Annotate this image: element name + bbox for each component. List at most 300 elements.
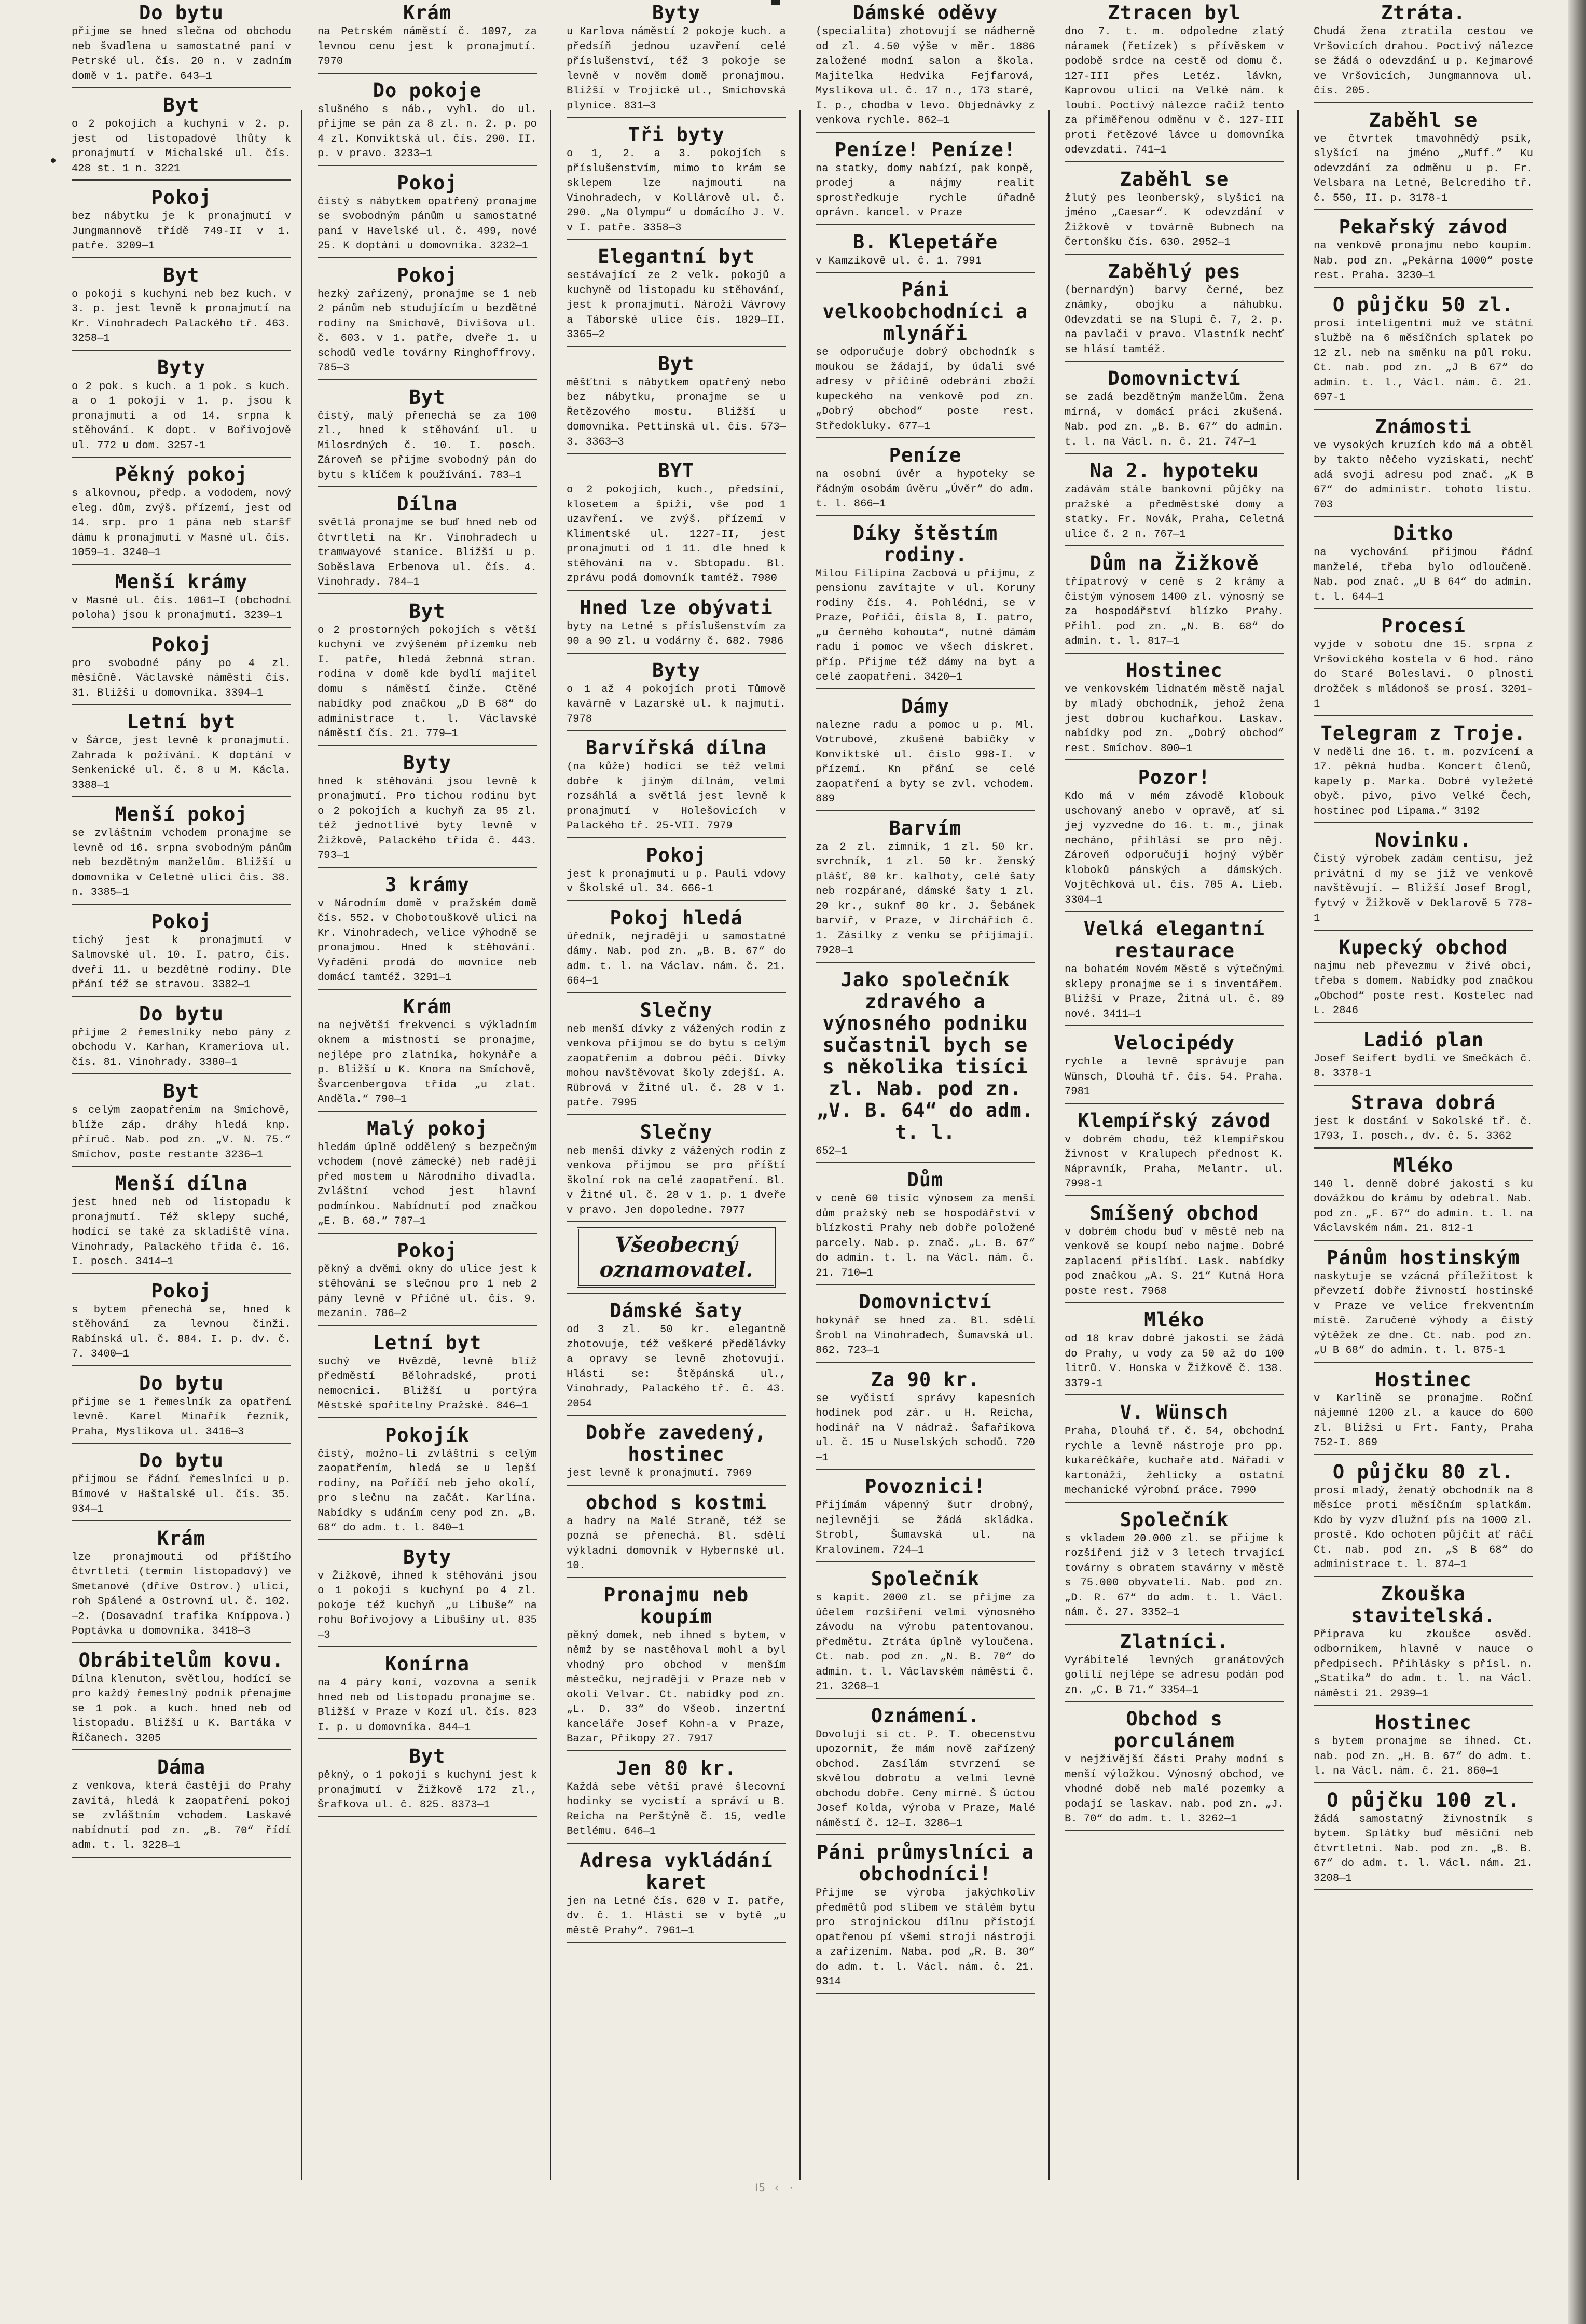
ad-heading: Obrábitelům kovu.: [78, 1649, 284, 1671]
classified-ad: [318, 994, 537, 1112]
ad-separator: [72, 350, 291, 351]
ad-body: úředník, nejraději u samostatné dámy. Nab. pod zn. „B. B. 67“ do adm. t. l. na Václav. nám. č. 21. 664—1: [567, 931, 786, 987]
ad-column-5: [1065, 0, 1284, 2070]
ad-column-2: [318, 0, 537, 2070]
ad-separator: [1314, 1240, 1533, 1241]
ad-body: Praha, Dlouhá tř. č. 54, obchodní rychle a levně nástroje pro pp. kukaréčkáře, kuchaře atd. Nářadí v kartonáži, žehlicky a ostatní mechanické výrobní práce. 7990: [1065, 1426, 1284, 1497]
ad-heading: Ztracen byl: [1108, 2, 1241, 24]
ad-separator: [72, 457, 291, 458]
classified-ad: [72, 262, 291, 351]
ad-body: se odporučuje dobrý obchodník s moukou se žádají, by údali své adresy v příčině odebrání zboží kupeckého na venkově pod zn. „Dobrý obchod“ poste rest. Středokluky. 677—1: [816, 347, 1035, 433]
ad-heading: Byty: [652, 659, 701, 682]
ad-body: v Šárce, jest levně k pronajmutí. Zahrada k požívání. K doptání v Senkenické ul. č. 8 u M. Kácla. 3388—1: [72, 735, 291, 792]
ad-body: v Žižkově, ihned k stěhování jsou o 1 pokoji s kuchyní po 4 zl. pokoje též kuchyň „u Libuše“ na rohu Bořivojovy a Libušiny ul. 835—3: [318, 1570, 537, 1641]
ad-body: na bohatém Novém Městě s výtečnými sklepy pronajme se i s inventářem. Bližší v Praze, Žitná ul. č. 89 nové. 3411—1: [1065, 964, 1284, 1020]
ad-body: hledám úplně oddělený s bezpečným vchodem (nové zámecké) neb raději před mostem u Národního divadla. Zvláštní vchod jest hlavní podmínkou. Nabídnutí pod značkou „E. B. 68.“ 787—1: [318, 1141, 537, 1227]
ad-separator: [1314, 1782, 1533, 1783]
column-rule: [301, 110, 302, 2180]
ad-separator: [567, 1114, 786, 1115]
classified-ad: [1314, 1245, 1533, 1363]
ad-separator: [1314, 608, 1533, 609]
ad-separator: [567, 992, 786, 993]
ad-body: Připrava ku zkoušce osvěd. odborníkem, hlavně v nauce o předpisech. Přihlásky s přísl. n. „Statika“ do adm. t. l. na Václ. náměstí 21. 2939—1: [1314, 1628, 1533, 1700]
classified-ad: [1065, 1200, 1284, 1304]
ad-body: v nejživější části Prahy modní s menší výložkou. Výnosný obchod, ve vhodné době neb malé pozemky a podají se laskav. nab. pod zn. „J. B. 70“ do adm. t. l. 3262—1: [1065, 1754, 1284, 1825]
classified-ad: [72, 801, 291, 905]
classified-ad: [318, 1651, 537, 1739]
classified-ad: [72, 0, 291, 88]
ad-heading: Díky štěstím rodiny.: [852, 521, 998, 566]
page-binding-shadow: [1568, 0, 1586, 2324]
ad-heading: V. Wünsch: [1120, 1401, 1229, 1423]
ad-heading: Dům: [907, 1169, 944, 1191]
ad-separator: [72, 1365, 291, 1366]
ad-body: jest k dostání v Sokolské tř. č. 1793, I. posch., dv. č. 5. 3362: [1314, 1115, 1533, 1142]
ad-separator: [567, 1942, 786, 1943]
ad-body: v dobrém chodu buď v městě neb na venkově se koupí nebo najme. Dobré zaplacení přislíbí. Lask. nabídky pod značkou „A. S. 21“ Kutná Hora poste rest. 7968: [1065, 1226, 1284, 1297]
ad-separator: [72, 1520, 291, 1521]
classified-ad: [816, 1839, 1035, 1994]
ad-separator: [1314, 1705, 1533, 1706]
ad-heading: Pánům hostinským: [1327, 1246, 1520, 1269]
ad-heading: Slečny: [640, 1120, 713, 1143]
classified-ad: [567, 658, 786, 731]
ad-separator: [1065, 1502, 1284, 1503]
ad-heading: Peníze: [889, 444, 962, 466]
ad-separator: [318, 1539, 537, 1540]
ad-separator: [318, 379, 537, 380]
classified-ad: [1314, 292, 1533, 410]
classified-ad: [1065, 1706, 1284, 1831]
ad-heading: Zaběhlý pes: [1108, 260, 1241, 283]
classified-ad: [1065, 1507, 1284, 1625]
ad-body: o 2 pok. s kuch. a 1 pok. s kuch. a o 1 pokoji v 1. p. jsou k pronajmutí a od 14. srpna k stěhování. K dopt. v Bořivojově ul. 772 u dom. 3257-1: [72, 380, 291, 452]
ad-body: v Kamzíkově ul. č. 1. 7991: [816, 255, 982, 267]
ad-body: vyjde v sobotu dne 15. srpna z Vršovického kostela v 6 hod. ráno do Staré Boleslavi. O plnosti drožček s mládonoš se prosí. 3201-1: [1314, 639, 1533, 710]
ad-heading: Strava dobrá: [1350, 1091, 1496, 1114]
ad-body: přijme 2 řemeslníky nebo pány z obchodu V. Karhan, Krameriova ul. čís. 81. Vinohrady. 3380—1: [72, 1027, 291, 1069]
classified-ad: [1065, 366, 1284, 454]
ad-heading: Klempířský závod: [1078, 1109, 1271, 1132]
classified-ad: [567, 1420, 786, 1486]
ad-body: Každá sebe větší pravé šlecovní hodinky se vycistí a správí u B. Reicha na Perštýně č. 15, vedle Betlému. 646—1: [567, 1781, 786, 1837]
classified-ad: [816, 1289, 1035, 1363]
classified-ad: [816, 229, 1035, 273]
ad-separator: [72, 179, 291, 181]
ad-heading: Do bytu: [139, 1449, 224, 1472]
ad-heading: Letní byt: [373, 1331, 482, 1354]
ad-body: hezký zařízený, pronajme se 1 neb 2 pánům neb studujícím u bezdětné rodiny na Smíchově, Divišova ul. č. 603. v 1. patře, dveře 1. u schodů vedle továrny Ringhoffrovy. 785—3: [318, 288, 537, 374]
ad-separator: [1314, 1362, 1533, 1363]
classified-ad: [1314, 414, 1533, 517]
ad-body: o 2 prostorných pokojích s větší kuchyní ve zvýšeném přízemku neb I. patře, hledá žebnná stran. rodina v domě kde bydlí majitel domu s náměstí činže. Ctěné nabídky pod značkou „D B 68“ do administrace t. l. Václavské náměstí čís. 21. 779—1: [318, 624, 537, 740]
classified-ad: [567, 1490, 786, 1578]
ad-separator: [318, 73, 537, 74]
classified-ad: [72, 1448, 291, 1521]
ad-separator: [1314, 1576, 1533, 1577]
ad-separator: [318, 989, 537, 990]
ad-heading: Byt: [658, 352, 695, 375]
ad-body: žlutý pes leonberský, slyšící na jméno „Caesar“. K odevzdání v Žižkově v továrně Bubnech na Čertonšku čís. 630. 2952—1: [1065, 192, 1284, 248]
ad-body: Chudá žena ztratila cestou ve Vršovicích drahou. Poctivý nálezce se žádá o odevzdání u p. Kejmarové ve Vršovicích, Jungmannova ul. čís. 205.: [1314, 26, 1533, 97]
ad-separator: [72, 1166, 291, 1167]
ad-separator: [1314, 516, 1533, 517]
ad-heading: Do pokoje: [373, 79, 482, 102]
ad-separator: [318, 1111, 537, 1112]
ad-separator: [318, 1233, 537, 1234]
ad-body: V neděli dne 16. t. m. pozvícení a 17. pěkná hudba. Koncert členů, kapely p. Marka. Dobré vyležeté obyč. pivo, pivo Velké Čech, hostinec pod Lipama.“ 3192: [1314, 746, 1533, 818]
ad-body: Čistý výrobek zadám centisu, jež privátní d my se již ve venkově navštěvují. — Bližší Josef Brogl, fytvý v Žižkově v Deklarově 5 778-1: [1314, 853, 1533, 924]
ad-heading: Mléko: [1144, 1309, 1205, 1331]
classified-ad: [1065, 1307, 1284, 1395]
margin-dot: [51, 158, 56, 163]
classified-ad: [1314, 1581, 1533, 1706]
ad-body: přijmou se řádní řemeslníci u p. Bímové v Haštalské ul. čís. 35. 934—1: [72, 1474, 291, 1515]
ad-body: čistý, malý přenechá se za 100 zl., hned k stěhování ul. u Milosrdných č. 10. I. posch. Zároveň se přijme svobodný pán do bytu s klíčem k používání. 783—1: [318, 410, 537, 481]
ad-heading: Byt: [409, 1745, 446, 1767]
ad-body: pěkný a dvěmi okny do ulice jest k stěhování se slečnou pro 1 neb 2 pány levně v Příčné ul. čís. 9. mezanin. 786—2: [318, 1263, 537, 1320]
ad-heading: Pokoj hledá: [610, 906, 743, 929]
ad-body: hned k stěhování jsou levně k pronajmutí. Pro tichou rodinu byt o 2 pokojích a kuchyň za 95 zl. též jednotlivé byty levně v Žižkově, Palackého třída č. 443. 793—1: [318, 776, 537, 862]
classified-ad: [72, 1648, 291, 1751]
ad-heading: Společník: [1120, 1508, 1229, 1531]
ad-body: jen na Letné čís. 620 v I. patře, dv. č. 1. Hlásti se v bytě „u městě Prahy“. 7961—1: [567, 1895, 786, 1937]
classified-ad: [72, 1078, 291, 1167]
ad-body: nalezne radu a pomoc u p. Ml. Votrubové, zkušené babičky v Konviktské ul. číslo 998-I. v přízemí. Kn přání se celé zaopatření a byty se zvl. vchodem. 889: [816, 719, 1035, 805]
ad-body: na největší frekvenci s výkladním oknem a místností se pronajme, nejlépe pro zlatníka, hokynáře a p. Bližší u K. Knora na Smíchově, Švarcenbergova třída „u zlat. Anděla.“ 790—1: [318, 1019, 537, 1105]
ad-heading: Hostinec: [1375, 1711, 1472, 1734]
ad-separator: [567, 1750, 786, 1751]
ad-body: o pokoji s kuchyní neb bez kuch. v 3. p. jest levně k pronajmutí na Kr. Vinohradech Palackého tř. 463. 3258—1: [72, 288, 291, 344]
ad-body: s bytem pronajme se ihned. Ct. nab. pod zn. „H. B. 67“ do adm. t. l. na Václ. nám. č. 21. 860—1: [1314, 1736, 1533, 1777]
ad-body: o 2 pokojích a kuchyni v 2. p. jest od listopadové lhůty k pronajmutí v Michalské ul. čís. 428 st. 1 n. 3221: [72, 118, 291, 175]
classified-ad: [72, 909, 291, 997]
classified-ad: [816, 520, 1035, 689]
classified-ad: [816, 815, 1035, 963]
ad-heading: 3 krámy: [385, 873, 470, 896]
ad-body: třípatrový v ceně s 2 krámy a čistým výnosem 1400 zl. výnosný se za hospodářství blízko Prahy. Přihl. pod zn. „N. B. 68“ do admin. t. l. 817—1: [1065, 576, 1284, 647]
ad-heading: Dámské šaty: [610, 1299, 743, 1322]
ad-separator: [1065, 1103, 1284, 1104]
ad-body: sestávající ze 2 velk. pokojů a kuchyně od listopadu ku stěhování, jest k pronajmutí. Nároží Vávrovy a Táborské ulice čís. 1829—II. 3365—2: [567, 270, 786, 341]
ad-body: z venkova, která častěji do Prahy zavítá, hledá k zaopatření pokoj se zvláštním vchodem. Laskavé nabídnutí pod zn. „B. 70“ řídí adm. t. l. 3228—1: [72, 1780, 291, 1851]
classified-ad: [816, 1703, 1035, 1836]
ad-heading: Krám: [403, 995, 452, 1018]
classified-ad: [816, 442, 1035, 516]
ad-heading: Menší krámy: [115, 570, 248, 593]
classified-ad: [1065, 1108, 1284, 1196]
ad-heading: Domovnictví: [1108, 367, 1241, 390]
classified-ad: [1314, 1367, 1533, 1455]
ad-separator: [1314, 1454, 1533, 1455]
classified-ad: [72, 1371, 291, 1444]
ad-heading: Byty: [403, 1545, 452, 1568]
ad-body: najmu neb převezmu v živé obci, třeba s domem. Nabídky pod značkou „Obchod“ poste rest. Kostelec nad L. 2846: [1314, 960, 1533, 1017]
ad-body: na Petrském náměstí č. 1097, za levnou cenu jest k pronajmutí. 7970: [318, 26, 537, 67]
ad-separator: [1065, 361, 1284, 362]
ad-body: (bernardýn) barvy černé, bez známky, obojku a náhubku. Odevzdati se na Slupi č. 7, 2. p. na pavlači v pravo. Vlastník nechť se hlásí tamtéž.: [1065, 284, 1284, 356]
ad-heading: Ztráta.: [1381, 2, 1466, 24]
ad-separator: [1065, 1195, 1284, 1196]
ad-separator: [567, 653, 786, 654]
ad-body: v Masné ul. čís. 1061—I (obchodní poloha) jsou k pronajmutí. 3239—1: [72, 594, 291, 621]
classified-ad: [816, 137, 1035, 225]
ad-separator: [567, 900, 786, 901]
ad-body: (na kůže) hodící se též velmi dobře k jiným dílnám, velmi rozsáhlá a světlá jest levně k pronajmutí v Holešovicích v Palackého tř. 25-VII. 7979: [567, 761, 786, 832]
classified-ad: [1065, 1629, 1284, 1703]
classified-ad: [567, 905, 786, 993]
classified-ad: [1314, 0, 1533, 103]
ad-body: u Karlova náměstí 2 pokoje kuch. a předsíň jednou uzavření celé příslušenství, též 3 pokoje se levně v nověm domě pronajmou. Bližší v Trojické ul., Smíchovská plynice. 831—3: [567, 26, 786, 112]
classified-ad: [567, 244, 786, 347]
classified-ad: [816, 694, 1035, 811]
ad-separator: [816, 132, 1035, 133]
classified-ad: [318, 491, 537, 594]
classified-ad: [1065, 167, 1284, 255]
ad-heading: Zkouška stavitelská.: [1350, 1582, 1496, 1627]
ad-heading: Za 90 kr.: [871, 1368, 980, 1391]
ad-separator: [1065, 1394, 1284, 1395]
ad-body: 140 l. denně dobré jakosti s ku dovážkou do krámu by odebral. Nab. pod zn. „F. 67“ do admin. t. l. na Václavském nám. 21. 812-1: [1314, 1178, 1533, 1235]
ad-heading: Byt: [409, 600, 446, 622]
ad-separator: [567, 590, 786, 591]
section-heading-box: Všeobecný oznamovatel.: [577, 1227, 776, 1288]
classified-ad: [318, 1422, 537, 1540]
ad-separator: [1065, 911, 1284, 912]
ad-body: Dílna klenuton, světlou, hodící se pro každý řemeslný podnik přenajme se 1 pok. a kuch. hned neb od listopadu. Bližší u K. Bartáka v Říčanech. 3205: [72, 1673, 291, 1745]
column-rule: [799, 110, 801, 2180]
classified-ad: [1314, 1027, 1533, 1086]
classified-ad: [1314, 613, 1533, 716]
ad-column-6: [1314, 0, 1533, 2070]
ad-heading: Domovnictví: [859, 1291, 992, 1313]
ad-heading: Tři byty: [628, 123, 725, 146]
ad-heading: obchod s kostmi: [585, 1491, 767, 1514]
ad-heading: Telegram z Troje.: [1320, 722, 1526, 744]
ad-separator: [816, 1469, 1035, 1470]
ad-separator: [816, 224, 1035, 225]
ad-body: Milou Filipína Zacbová u příjmu, z pensionu zavítajte v ul. Koruny rodiny čís. 4. Pohlédni, se v Praze, Poříčí, čísla 8, I. patro, „u černého kohouta“, nutné dámám radu i pomoc ve všech diskret. příp. Přijme též dámy na byt a celé zaopatření. 3420—1: [816, 568, 1035, 683]
ad-separator: [72, 1857, 291, 1858]
classified-ad: [72, 462, 291, 565]
ad-heading: Pokoj: [151, 186, 212, 209]
classified-ad: [318, 170, 537, 258]
ad-body: v Karlině se pronajme. Roční nájemné 1200 zl. a kauce do 600 zl. Bližsí u Frt. Fanty, Praha 752-I. 869: [1314, 1392, 1533, 1449]
ad-separator: [816, 810, 1035, 811]
ad-heading: Mléko: [1393, 1154, 1454, 1177]
ad-body: s kapit. 2000 zl. se přijme za účelem rozšíření velmi výnosného závodu na výrobu patentovanou. předmětu. Ztráta úplně vyloučena. Ct. nab. pod zn. „N. B. 70“ do admin. t. l. Václavském náměstí č. 21. 3268—1: [816, 1592, 1035, 1693]
ad-heading: Pokoj: [397, 1239, 458, 1262]
ad-body: o 1 až 4 pokojích proti Tůmově kavárně v Lazarské ul. k najmutí. 7978: [567, 683, 786, 725]
ad-heading: O půjčku 50 zl.: [1332, 293, 1514, 316]
ad-heading: Do bytu: [139, 1002, 224, 1025]
ad-body: s alkovnou, předp. a vododem, nový eleg. dům, zvýš. přízemí, jest od 14. srp. pro 1 pána neb staršf dámu k pronajmutí v Masné ul. čís. 1059—1. 3240—1: [72, 488, 291, 559]
ad-body: na 4 páry koní, vozovna a seník hned neb od listopadu pronajme se. Bližší v Praze v Kozí ul. čís. 823 I. p. u domovníka. 844—1: [318, 1677, 537, 1734]
ad-heading: Pěkný pokoj: [115, 463, 248, 486]
ad-heading: Společník: [871, 1568, 980, 1590]
classified-ad: [816, 1566, 1035, 1699]
classified-ad: [72, 1526, 291, 1643]
ad-separator: [816, 1362, 1035, 1363]
ad-heading: Jen 80 kr.: [616, 1756, 737, 1779]
ad-heading: Barvím: [889, 817, 962, 839]
ad-body: o 2 pokojích, kuch., předsíní, klosetem a špiží, vše pod 1 uzavření. ve zvýš. přízemí v Klimentské ul. 1227-II, jest pronajmutí od 1 11. dle hned k stěhování na v. Sbtopadu. Bl. zprávu podá domovník tamtéž. 7980: [567, 484, 786, 585]
ad-body: pro svobodné pány po 4 zl. měsíčně. Václavské náměstí čís. 31. Bližší u domovníka. 3394—1: [72, 657, 291, 699]
ad-body: dno 7. t. m. odpoledne zlatý náramek (řetízek) s přívěskem v podobě srdce na cestě od domu č. 127-III přes Letéz. lávkn, Kaprovou ulicí na Velké nám. k loubí. Poctivý nálezce račiž tento za přiměřenou odměnu v č. 127-III proti řetězové lávce u domovníka odevzdati. 741—1: [1065, 26, 1284, 156]
ad-separator: [1314, 822, 1533, 823]
ad-heading: Adresa vykládání karet: [580, 1849, 773, 1893]
classified-ad: [816, 1474, 1035, 1562]
ad-body: o 1, 2. a 3. pokojích s příslušenstvím, mimo to krám se sklepem lze najmouti na Vinohradech, v Kollárově ul. č. 290. „Na Olympu“ u domácího J. V. v I. patře. 3358—3: [567, 148, 786, 234]
ad-separator: [567, 346, 786, 347]
ad-body: na venkově pronajmu nebo koupím. Nab. pod zn. „Pekárna 1000“ poste rest. Praha. 3230—1: [1314, 240, 1533, 282]
ad-separator: [72, 904, 291, 905]
classified-ad: [1314, 1090, 1533, 1149]
ad-body: přijme se hned slečna od obchodu neb švadlena u samostatné paní v Petrské ul. čís. 20 n. v zadním domě v 1. patře. 643—1: [72, 26, 291, 82]
ad-separator: [816, 1698, 1035, 1699]
classified-ad: [1314, 827, 1533, 931]
ad-body: v ceně 60 tisíc výnosem za menší dům pražský neb se hospodářství v blízkosti Prahy neb dobře položené parcely. Nab. p. znač. „L. B. 67“ do admin. t. l. na Václ. nám. č. 21. 710—1: [816, 1193, 1035, 1279]
ad-heading: Byt: [163, 94, 200, 116]
classified-ad: [1314, 1153, 1533, 1241]
ad-separator: [72, 627, 291, 628]
classified-ad: [567, 595, 786, 654]
ad-body: pěkný, o 1 pokoji s kuchyní jest k pronajmutí v Žižkově 172 zl., Šrafkova ul. č. 825. 8373—1: [318, 1769, 537, 1811]
ad-body: bez nábytku je k pronajmutí v Jungmannově třídě 749-II v 1. patře. 3209—1: [72, 211, 291, 252]
ad-body: jest hned neb od listopadu k pronajmutí. Též sklepy suché, hodící se také za skladiště vína. Vinohrady, Palackého třída č. 16. I. posch. 3414—1: [72, 1197, 291, 1268]
ad-body: s celým zaopatřením na Smíchově, blíže záp. dráhy hledá knp. příruč. Nab. pod zn. „V. N. 75.“ Smíchov, poste restante 3236—1: [72, 1104, 291, 1161]
ad-separator: [1065, 453, 1284, 454]
ad-body: slušného s náb., vyhl. do ul. přijme se pán za 8 zl. n. 2. p. po 4 zl. Konviktská ul. čís. 290. II. p. v pravo. 3233—1: [318, 103, 537, 160]
ad-column-4: [816, 0, 1035, 2070]
ad-separator: [72, 704, 291, 705]
ad-heading: Na 2. hypoteku: [1089, 460, 1259, 482]
ad-body: prosí mladý, ženatý obchodník na 8 měsíce proti měsíčním splatkám. Kdo by vyzv dlužní pís na 1000 zl. prostě. Kdo ochoten půjčit ať ráčí Ct. nab. pod zn. „S B 68“ do administrace t. l. 874—1: [1314, 1485, 1533, 1571]
ad-body: hokynář se hned za. Bl. sdělí Šrobl na Vinohradech, Šumavská ul. 862. 723—1: [816, 1315, 1035, 1357]
ad-heading: Povoznici!: [865, 1475, 986, 1498]
ad-body: s bytem přenechá se, hned k stěhování za levnou činži. Rabínská ul. č. 884. I. p. dv. č. 7. 3400—1: [72, 1304, 291, 1360]
ad-body: Dovoluji si ct. P. T. obecenstvu upozornit, že mám nově zařízený obchod. Zasílám stvrzení se skvělou dobrotu a velmi levné obchodu dobře. Ceny mírné. Š úctou Josef Kolda, výroba v Praze, Malé náměstí č. 12—I. 3286—1: [816, 1728, 1035, 1830]
ad-heading: Dům na Žižkově: [1089, 552, 1259, 574]
classified-ad: [318, 1238, 537, 1326]
classified-ad: [318, 1116, 537, 1234]
classified-ad: [318, 872, 537, 990]
classified-ad: [567, 842, 786, 901]
ad-column-1: [72, 0, 291, 2070]
ad-body: ve venkovském lidnatém městě najal by mladý obchodník, jehož žena jest dobrou kuchařkou. Laskav. nabídky pod zn. „Dobrý obchod“ rest. Smíchov. 800—1: [1065, 683, 1284, 755]
ad-separator: [1065, 1302, 1284, 1303]
ad-separator: [318, 745, 537, 746]
ad-heading: Byt: [409, 385, 446, 408]
ad-heading: Zaběhl se: [1369, 108, 1478, 131]
ad-body: lze pronajmouti od příštího čtvrtletí (termín listopadový) ve Smetanové (dříve Ostrov.) ulici, roh Spálené a Ostrovní ul. č. 102.—2. (Dosavadní trafika Kníppova.) Poptávka u domovníka. 3418—3: [72, 1551, 291, 1637]
ad-separator: [816, 1834, 1035, 1835]
ad-heading: Byt: [163, 264, 200, 286]
classified-ad: [318, 0, 537, 74]
ad-body: světlá pronajme se buď hned neb od čtvrtletí na Kr. Vinohradech u tramwayové stanice. Bližší u p. Soběslava Erbenova ul. čís. 4. Vinohrady. 784—1: [318, 517, 537, 588]
classified-ad: [567, 735, 786, 838]
ad-body: s vkladem 20.000 zl. se přijme k rozšíření již v 3 letech trvající továrny s obratem stavárny v městě s 75.000 obyvateli. Nab. pod zn. „D. R. 67“ do adm. t. l. Václ. nám. č. 27. 3352—1: [1065, 1532, 1284, 1619]
ad-separator: [567, 1485, 786, 1486]
ad-heading: Malý pokoj: [367, 1117, 488, 1140]
ad-separator: [1065, 254, 1284, 255]
ad-heading: Slečny: [640, 999, 713, 1021]
ad-heading: Pokoj: [397, 264, 458, 286]
ad-separator: [1065, 1624, 1284, 1625]
ad-body: zadávám stále bankovní půjčky na pražské a předměstské domy a statky. Fr. Novák, Praha, Celetná ulice č. 2 n. 767—1: [1065, 484, 1284, 541]
ad-separator: [1314, 715, 1533, 716]
ad-body: 652—1: [816, 1145, 848, 1157]
ad-separator: [1314, 1085, 1533, 1086]
ad-body: pěkný domek, neb ihned s bytem, v němž by se nastěhoval mohl a byl vhodný pro obchod v menším městečku, nejraději v Praze neb v okolí Velvar. Ct. nabídky pod zn. „L. D. 33“ do Všeob. inzertní kanceláře Josef Kohn-a v Praze, Bazar, Příkopy 27. 7917: [567, 1629, 786, 1745]
ad-body: žádá samostatný živnostník s bytem. Splátky buď měsíční neb čtvrtletní. Nab. pod zn. „B. B. 67“ do adm. t. l. Václ. nám. 21. 3208—1: [1314, 1813, 1533, 1885]
ad-separator: [567, 1843, 786, 1844]
ad-separator: [1314, 1147, 1533, 1149]
ad-body: neb menší dívky z vážených rodin z venkova přijmou se pro příští školní rok na celé zaopatření. Bl. v Žitné ul. č. 28 v 1. p. 1 dveře v pravo. Jen dopoledne. 7977: [567, 1145, 786, 1216]
ad-separator: [567, 730, 786, 731]
classified-ad: [318, 1744, 537, 1817]
ad-heading: Oznámení.: [871, 1704, 980, 1727]
ad-separator: [72, 1073, 291, 1074]
ad-separator: [816, 1284, 1035, 1285]
classified-ad: [1065, 259, 1284, 362]
ad-body: přijme se 1 řemeslník za opatření levně. Karel Minařík řezník, Praha, Myslíkova ul. 3416—3: [72, 1396, 291, 1438]
classified-ad: [1314, 1459, 1533, 1577]
classified-ad: [567, 1298, 786, 1416]
ad-heading: Zaběhl se: [1120, 168, 1229, 190]
ad-heading: Hned lze obývati: [580, 596, 773, 619]
column-rule: [1297, 110, 1299, 2180]
ad-heading: Pokoj: [151, 1279, 212, 1302]
ad-heading: Zlatníci.: [1120, 1630, 1229, 1653]
ad-heading: Do bytu: [139, 2, 224, 24]
classified-ad: [72, 1754, 291, 1858]
ad-separator: [72, 796, 291, 797]
ad-body: v dobrém chodu, též klempířskou živnost v Kralupech přednost K. Nápravník, Praha, Melantr. ul. 7998-1: [1065, 1133, 1284, 1190]
classified-ad: [567, 0, 786, 118]
ad-separator: [567, 837, 786, 838]
classified-ad: [567, 998, 786, 1115]
ad-separator: [567, 1415, 786, 1416]
ad-heading: B. Klepetáře: [852, 230, 998, 253]
ad-heading: Novinku.: [1375, 829, 1472, 851]
ad-separator: [1065, 545, 1284, 546]
ad-separator: [72, 1443, 291, 1444]
classified-ad: [72, 1171, 291, 1274]
column-rule: [550, 110, 551, 2180]
classified-ad: [1314, 935, 1533, 1023]
ad-body: a hadry na Malé Straně, též se pozná se přenechá. Bl. sdělí výkladní domovník v Hybernské ul. 10.: [567, 1515, 786, 1572]
ad-separator: [816, 962, 1035, 963]
ad-separator: [567, 1577, 786, 1578]
ad-heading: Dílna: [397, 493, 458, 515]
ad-heading: Velká elegantní restaurace: [1083, 918, 1265, 962]
classified-ad: [1065, 1030, 1284, 1104]
ad-separator: [1314, 409, 1533, 410]
ad-body: od 3 zl. 50 kr. elegantně zhotovuje, též veškeré předělávky a opravy se levně zhotovují. Hlásti se: Štěpánská ul., Vinohrady, Palackého tř. č. 43. 2054: [567, 1324, 786, 1410]
ad-separator: [318, 1417, 537, 1418]
ad-heading: Páni průmyslníci a obchodníci!: [817, 1841, 1034, 1885]
ad-body: se zadá bezdětným manželům. Žena mírná, v domácí práci zkušená. Nab. pod zn. „B. B. 67“ do admin. t. l. na Václ. n. č. 21. 747—1: [1065, 392, 1284, 448]
classified-ad: [816, 277, 1035, 438]
classified-ad: [1065, 550, 1284, 654]
ad-heading: Barvířská dílna: [585, 737, 767, 759]
ad-heading: Menší dílna: [115, 1172, 248, 1195]
classified-ad: [816, 1167, 1035, 1285]
ad-body: se zvláštním vchodem pronajme se levně od 16. srpna svobodným pánům neb bezdětným manželům. Bližší u domovníka v Celetné ulici čís. 38. n. 3385—1: [72, 827, 291, 898]
ad-separator: [72, 564, 291, 565]
ad-body: Vyrábitelé levných granátových golilí nejlépe se adresu podán pod zn. „C. B 71.“ 3354—1: [1065, 1654, 1284, 1696]
